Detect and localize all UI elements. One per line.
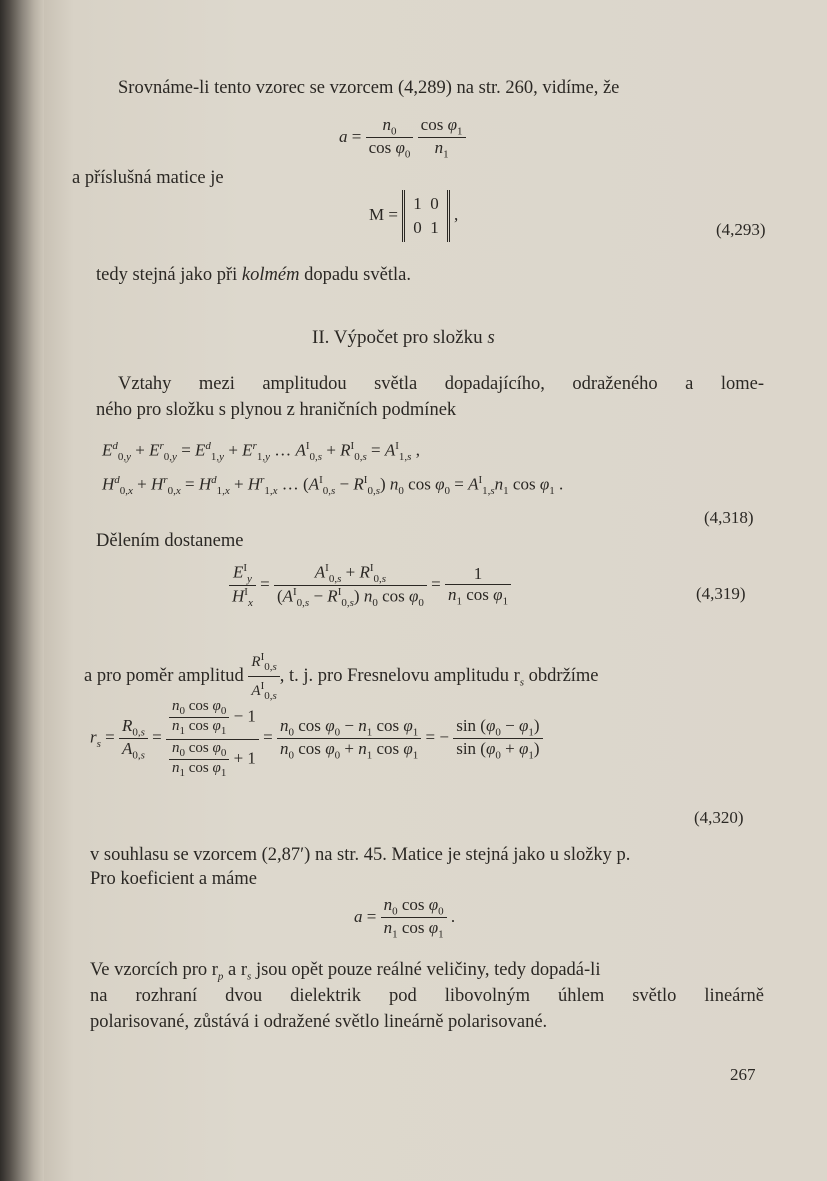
paragraph-1-line-1: Vztahy mezi amplitudou světla dopadajícího, odraženého a lome-	[118, 374, 764, 394]
equation-a-second: a = $\frac{n_0 \cos \varphi_0}{n_1 \cos \varphi_1}$ .	[354, 895, 456, 941]
text-line-pomer-sub: s	[519, 676, 525, 689]
text-line-2: a příslušná matice je	[72, 168, 224, 188]
paragraph-2-sub-p: p	[217, 970, 224, 983]
text-line-3-end: dopadu světla.	[304, 265, 411, 285]
text-line-1: Srovnáme-li tento vzorec se vzorcem (4,289) na str. 260, vidíme, že	[118, 78, 620, 98]
equation-matrix-m: M = 1 0 0 1 ,	[369, 190, 458, 242]
equation-number-4-320: (4,320)	[694, 808, 744, 827]
text-line-delenim: Dělením dostaneme	[96, 531, 244, 551]
equation-boundary-1: $E^d_{0,y} + E^r_{0,y} = E^d_{1,y} + E^r_{1,y}$ … $A^I_{0,s} + R^I_{0,s} = A^I_{1,s}$ ,	[102, 440, 420, 464]
text-line-pomer-mid: , t. j. pro Fresnelovu amplitudu r	[279, 665, 520, 686]
equation-number-4-318: (4,318)	[704, 508, 754, 527]
section-heading	[312, 325, 495, 351]
text-line-3-italic: kolmém	[241, 265, 300, 285]
paragraph-2-sub-s: s	[247, 970, 252, 983]
paragraph-2-line-1-start: Ve vzorcích pro r	[90, 960, 218, 980]
text-line-souhlas: v souhlasu se vzorcem (2,87′) na str. 45. Matice je stejná jako u složky p.	[90, 845, 631, 865]
equation-boundary-2: $H^d_{0,x} + H^r_{0,x} = H^d_{1,x} + H^r_{1,x}$ … $(A^I_{0,s} - R^I_{0,s})$ $n_0$ $\cos \varphi_0 = A^I_{1,s}n_1$ $\cos \varphi_1$ .	[102, 474, 564, 498]
section-heading-var: s	[487, 327, 495, 348]
equation-number-4-293: (4,293)	[716, 220, 766, 239]
text-line-3	[96, 262, 411, 288]
page-number: 267	[730, 1065, 756, 1084]
paragraph-1-line-2: ného pro složku s plynou z hraničních podmínek	[96, 400, 457, 420]
text-line-pomer: a pro poměr amplitud $\frac{R^I_{0,s}}{A^I_{0,s}}$ , t. j. pro Fresnelovu amplitudu $r_s$ obdržíme	[84, 648, 599, 705]
book-page	[44, 0, 827, 1181]
paragraph-2-line-1-mid: a r	[228, 960, 248, 980]
equation-4-320: $r_s$ = $\frac{R_{0,s}}{A_{0,s}}$ = $\frac{n_0 \cos \varphi_0}{n_1 \cos \varphi_1}$ − 1 $\frac{n_0 \cos \varphi_0}{n_1 \cos \varphi_1}$ + 1 = $\frac{n_0 \cos \varphi_0 - n_1 \cos \varphi_1}{n_0 \cos \varphi_0 + n_1 \cos \varphi_1}$ = − $\frac{\sin (\varphi_0 - \varphi_1)}{\sin (\varphi_0 + \varphi_1)}$	[90, 698, 543, 779]
paragraph-2-line-1-end: jsou opět pouze reálné veličiny, tedy dopadá-li	[255, 960, 601, 980]
equation-number-4-319: (4,319)	[696, 584, 746, 603]
equation-4-319: $\frac{E^I_y}{H^I_x}$ = $\frac{A^I_{0,s} + R^I_{0,s}}{(A^I_{0,s} - R^I_{0,s}) n_0 \cos \varphi_0}$ = $\frac{1}{n_1 \cos \varphi_1}$	[229, 562, 511, 609]
text-line-pomer-end: obdržíme	[528, 665, 599, 686]
text-line-koeficient: Pro koeficient a máme	[90, 869, 257, 889]
book-binding-shadow	[0, 0, 44, 1181]
text-line-3-start: tedy stejná jako při	[96, 265, 238, 285]
paragraph-2-line-2: na rozhraní dvou dielektrik pod libovolným úhlem světlo lineárně	[90, 986, 764, 1006]
section-heading-text: II. Výpočet pro složku	[312, 327, 483, 348]
equation-a-first: a = $\frac{n_0}{\cos \varphi_0}$ $\frac{\cos \varphi_1}{n_1}$	[339, 115, 466, 161]
paragraph-2-line-3: polarisované, zůstává i odražené světlo lineárně polarisované.	[90, 1012, 548, 1032]
text-line-pomer-start: a pro poměr amplitud	[84, 665, 244, 686]
